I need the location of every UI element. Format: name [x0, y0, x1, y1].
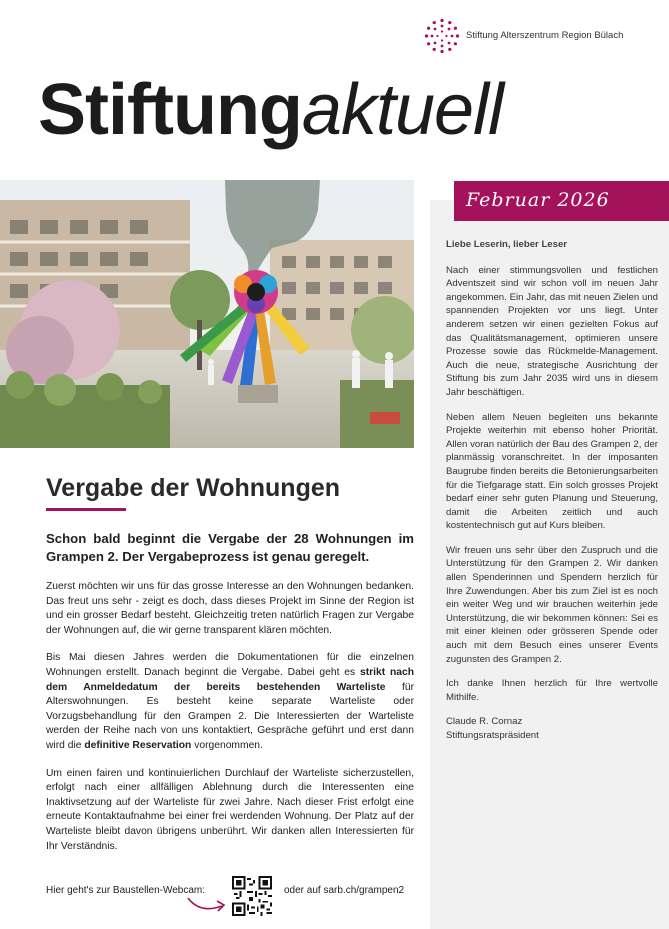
text-run: Bis Mai diesen Jahres werden die Dokumentationen für die einzelnen Wohnungen erstellt. Danach beginnt die Vergabe. Dabei geht es — [46, 652, 414, 678]
article-lead: Schon bald beginnt die Vergabe der 28 Wohnungen im Grampen 2. Der Vergabeprozess ist genau geregelt. — [46, 531, 414, 564]
article-paragraph: Zuerst möchten wir uns für das grosse Interesse an den Wohnungen bedanken. Das freut uns sehr - zeigt es doch, dass dieses Projekt im Sinne der Region ist und ein grosser Bedarf besteht. Gleichzeitig treten natürlich Fragen zur Vergabe der Wohnungen auf, die wir gerne transparent klären möchten. — [46, 581, 414, 636]
bold-run: strikt nach dem Anmeldedatum der bereits bestehenden Warteliste — [46, 666, 414, 693]
editorial-greeting: Liebe Leserin, lieber Leser — [446, 239, 568, 250]
text-run: vorgenommen. — [191, 739, 263, 751]
signature-title: Stiftungsratspräsident — [446, 730, 539, 741]
qr-code-icon[interactable] — [232, 876, 272, 916]
masthead-part1: Stiftung — [38, 70, 302, 150]
bold-run: definitive Reservation — [84, 739, 192, 751]
article-paragraph — [46, 651, 414, 753]
editorial-paragraph: Wir freuen uns sehr über den Zuspruch und die Unterstützung für den Grampen 2. Wir danken allen Spenderinnen und Spendern herzlich für Ihre Zuwendungen. Aber bis zum Ziel ist es noch ein weiter Weg und wir brauchen weiterhin jede Unterstützung, die wir bekommen können: Sei es mit einer kleinen oder grösseren Spende oder auch mit dem Besuch eines unserer Events zugunsten des Grampen 2. — [446, 544, 658, 665]
article-body — [46, 580, 414, 867]
issue-month: Februar 2026 — [466, 189, 610, 211]
signature-name: Claude R. Cornaz — [446, 716, 523, 728]
issue-month-banner — [454, 181, 669, 221]
masthead-part2: aktuell — [301, 70, 504, 150]
webcam-label: Hier geht's zur Baustellen-Webcam: — [46, 885, 206, 896]
organization-name: Stiftung Alterszentrum Region Bülach — [466, 30, 624, 41]
hero-image — [0, 180, 414, 448]
dot-flower-logo-icon — [424, 18, 460, 54]
text-run: für Alterswohnungen. Es besteht keine separate Warteliste oder Vorzugsbehandlung für den Grampen 2. Die Interessierten der Warteliste werden der Reihe nach von uns kontaktiert, Gespräche geführt und erst dann wird die — [46, 681, 414, 751]
editorial-text — [446, 238, 658, 743]
article-paragraph: Um einen fairen und kontinuierlichen Durchlauf der Warteliste sicherzustellen, erfolgt nach einer allfälligen Ablehnung durch die Interessenten eine Inaktivsetzung auf der Warteliste für zwei Jahre. Nach dieser Frist erfolgt eine erneute Kontaktaufnahme bei einer frei werdenden Wohnung. Der Platz auf der Warteliste bleibt davon übrigens unberührt. Wir danken allen Interessierten für Ihr Verständnis. — [46, 767, 414, 852]
article-title: Vergabe der Wohnungen — [46, 474, 341, 502]
curved-arrow-icon — [186, 892, 232, 916]
editorial-paragraph: Neben allem Neuen begleiten uns bekannte Projekte weiterhin mit ebenso hoher Priorität. Allen voran natürlich der Bau des Grampen 2, der planmässig voranschreitet. In der imposanten Baugrube finden bereits die Betonierungsarbeiten für die Tiefgarage statt. Ein solch grosses Projekt bedarf einer sehr guten Planung und Steuerung, damit die Arbeiten zeitlich und auch kostentechnisch gut auf Kurs bleiben. — [446, 411, 658, 532]
editorial-paragraph: Ich danke Ihnen herzlich für Ihre wertvolle Mithilfe. — [446, 678, 658, 703]
webcam-url-link[interactable]: oder auf sarb.ch/grampen2 — [284, 885, 405, 896]
editorial-paragraph: Nach einer stimmungsvollen und festlichen Adventszeit sind wir schon voll im neuen Jahr angekommen. Ein Jahr, das mit neuen Zielen und spannenden Projekten vor uns liegt. Unter anderem setzen wir einen gezielten Fokus auf das Qualitätsmanagement, optimieren unsere Prozesse sowie das Rückmelde-Management. Auch die neue, strategische Ausrichtung der Stiftung bis zum Jahr 2035 wird uns in diesem Jahr beschäftigen. — [446, 264, 658, 398]
title-underline — [46, 508, 126, 511]
masthead — [38, 70, 503, 150]
